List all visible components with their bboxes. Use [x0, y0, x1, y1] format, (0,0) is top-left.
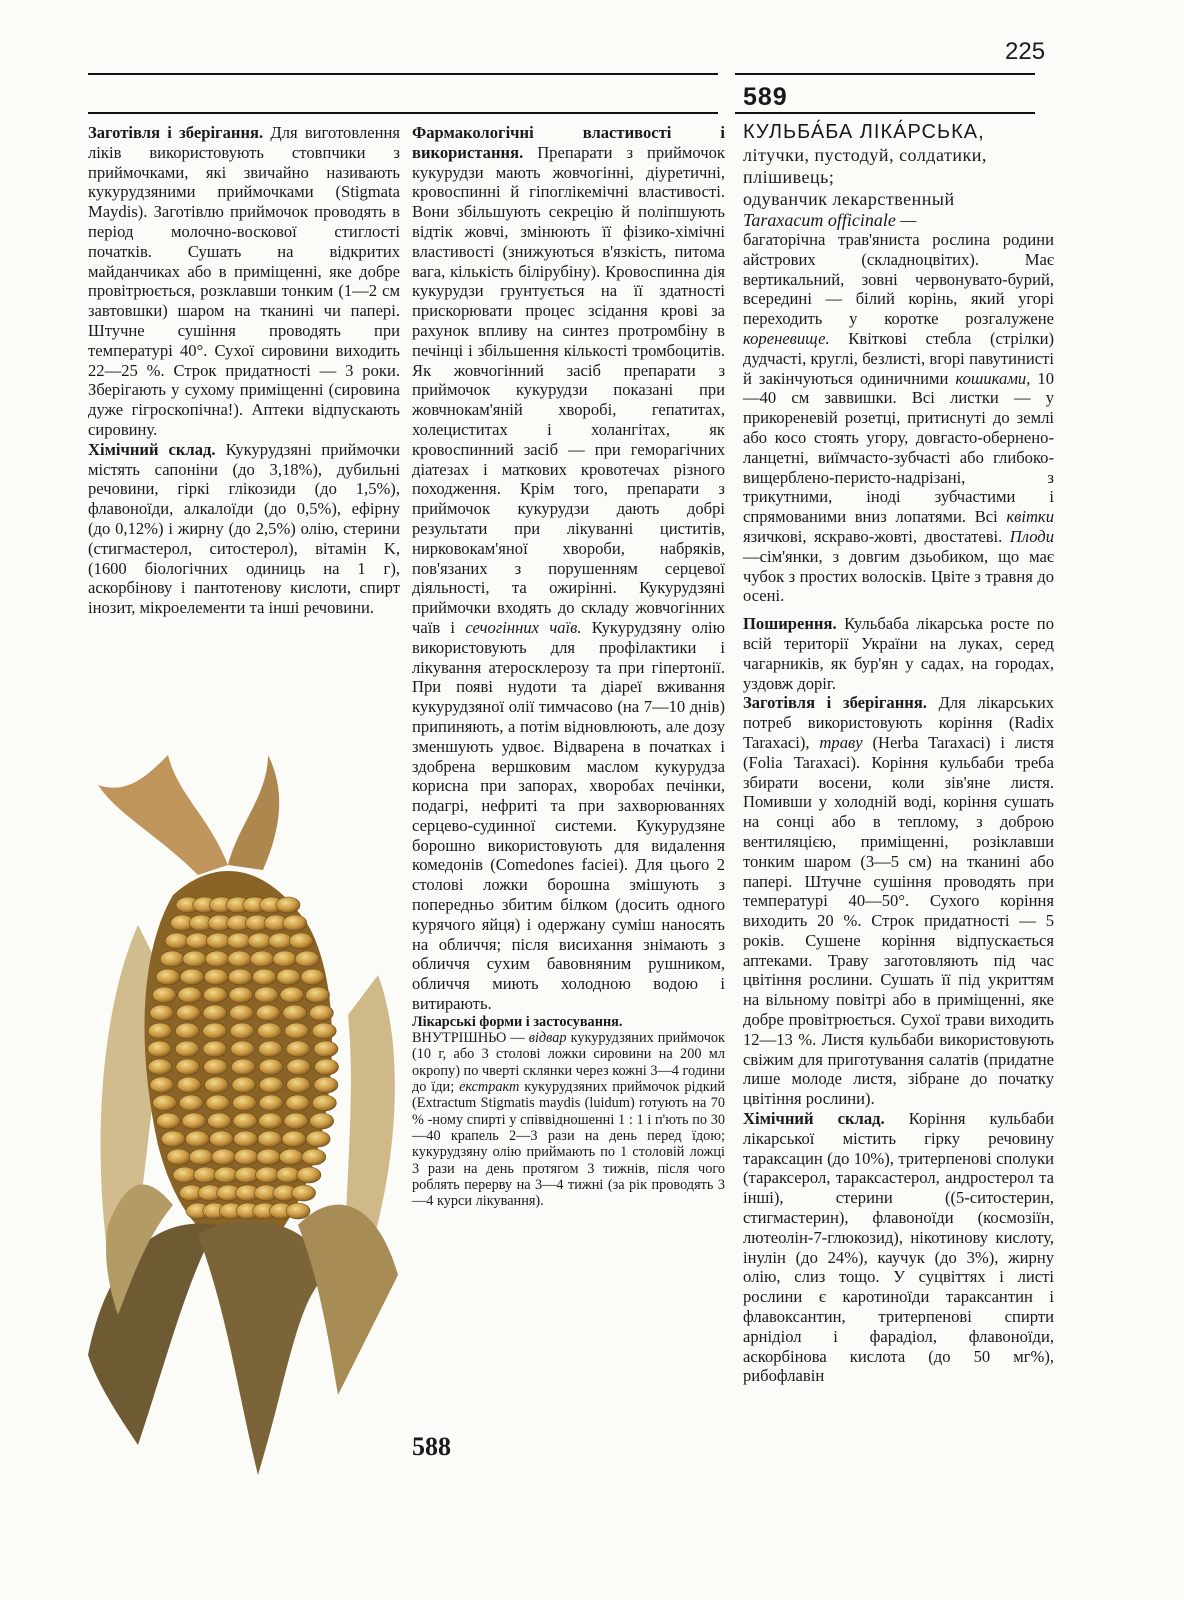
corn-kernel — [203, 1005, 227, 1021]
russian-name: одуванчик лекарственный — [743, 189, 955, 209]
italic-term: сечогінних чаїв. — [465, 617, 582, 637]
corn-kernel — [204, 1059, 228, 1075]
corn-kernel — [297, 1167, 321, 1183]
italic-term: Плоди — [1009, 526, 1054, 546]
corn-kernel — [295, 951, 319, 967]
paragraph-composition-dandelion — [743, 1109, 1054, 1386]
article-number: 589 — [743, 83, 788, 111]
corn-kernel — [273, 951, 297, 967]
corn-kernel — [286, 1095, 310, 1111]
paragraph-text: (Herba Taraxaci) і листя (Folia Taraxaci). Коріння кульбаби треба збирати восени, коли зів'яне листя. Помивши у холодній воді, коріння сушать на сонці або в теплому, з доброю вентиляцією, приміщенні, розіклавши тонким шаром (3—5 см) на тканині або папері. Штучне сушіння проводять при температурі 40—50°. Сухого коріння виходить 20 %. Строк придатності — 5 років. Сушене коріння відпускається аптеками. Траву заготовляють під час цвітіння рослини. Сушать її під укриттям на вільному повітрі або в приміщенні, яке добре провітрюється. Сухої трави виходить 12—13 %. Листя кульбаби використовують свіжим для приготування салатів (придатне лише молоде листя, зібране до початку цвітіння рослини). — [743, 732, 1055, 1109]
section-heading: Хімічний склад. — [88, 439, 216, 459]
corn-kernel — [231, 1041, 255, 1057]
italic-term: траву — [819, 732, 863, 752]
corn-kernel — [292, 1185, 316, 1201]
corn-kernel — [309, 1005, 333, 1021]
corn-kernel — [234, 1149, 258, 1165]
section-heading: Заготівля і зберігання. — [743, 693, 927, 713]
corn-kernel — [203, 987, 227, 1003]
column-2 — [412, 123, 725, 1209]
paragraph-text: Препарати з приймочок кукурудзи мають жовчогінні, діуретичні, кровоспинні й гіпоглікемічні властивості. Вони збільшують секрецію й поліпшують відтік жовчі, змінюють її фізико-хімічні властивості (знижуються в'язкість, питома вага, кількість білірубіну). Кровоспинна дія кукурудзи грунтується на її здатності прискорювати процес зсідання крові за рахунок впливу на синтез протромбіну в печінці і збільшення кількості тромбоцитів. Як жовчогінний засіб препарати з приймочок кукурудзи показані при жовчнокам'яній хворобі, гепатитах, холециститах і холангітах, як кровоспинний засіб — при геморагічних діатезах і маткових кровотечах різного походження. Крім того, препарати з приймочок кукурудзи дають добрі результати при лікуванні циститів, нирковокам'яної хвороби, набряків, пов'язаних з порушенням серцевої діяльності, та ожирінні. Кукурудзяні приймочки входять до складу жовчогінних чаїв і — [412, 142, 725, 637]
corn-kernel — [301, 969, 325, 985]
paragraph-text: ВНУТРІШНЬО — — [412, 1030, 525, 1047]
corn-kernel — [259, 1095, 283, 1111]
corn-kernel — [276, 897, 300, 913]
paragraph-text: Коріння кульбаби лікарської містить гірку речовину тараксацин (до 10%), тритерпенові сполуки (тараксерол, тараксастерол, андростерол та інші), стерини ((5-ситостерин, стигмастерин), флавоноїди (космозіїн, лютеолін-7-глюкозид), нікотинову кислоту, інулін (до 24%), каучук (до 3%), жирну олію, слиз тощо. У суцвіттях і листі рослини є каротиноїди тараксантин і флавоксантин, тритерпенові спирти арнідіол і фарадіол, флавоноїди, аскорбінова кислота (до 50 мг%), рибофлавін — [743, 1109, 1054, 1386]
corn-kernel — [183, 951, 207, 967]
corn-kernel — [205, 1077, 229, 1093]
corn-kernel — [205, 951, 229, 967]
paragraph-distribution — [743, 614, 1054, 693]
corn-kernel — [206, 1095, 230, 1111]
corn-kernel — [258, 1041, 282, 1057]
corn-kernel — [148, 1023, 172, 1039]
corn-kernel — [306, 987, 330, 1003]
corn-kernel — [312, 1095, 336, 1111]
corn-kernel — [204, 969, 228, 985]
italic-term: кореневище. — [743, 328, 830, 348]
corn-kernel — [287, 1059, 311, 1075]
corn-kernel — [231, 1059, 255, 1075]
corn-kernel — [189, 1149, 213, 1165]
corn-kernel — [282, 1131, 306, 1147]
header-rule-right — [735, 112, 1035, 114]
paragraph-composition — [88, 440, 400, 618]
corn-kernel — [253, 969, 277, 985]
header-rule-left — [88, 112, 718, 114]
top-rule-left — [88, 73, 718, 75]
corn-kernel — [314, 1041, 338, 1057]
corn-kernel — [286, 1041, 310, 1057]
corn-kernel — [178, 987, 202, 1003]
corn-kernel — [176, 1059, 200, 1075]
corn-kernel — [182, 1113, 206, 1129]
paragraph-text: Кукурудзяну олію використовують для профілактики і лікування атеросклерозу та при гіпертонії. При появі нудоти та діареї вживання кукурудзяної олії тимчасово (на 7—10 днів) припиняють, а потім відновлюють, але дозу зменшують удвоє. Відварена в початках і здобрена вершковим маслом кукурудза корисна при запорах, хворобах печінки, подагрі, нефриті та при захворюваннях серцево-судинної системи. Кукурудзяне борошно використовують для видалення комедонів (Comedones faciei). Для цього 2 столові ложки борошна змішують з попередньо збитим білком (досить одного курячого яйця) і одержану суміш наносять на обличчя; після висихання знімають з обличчя сухим бавовняним рушником, обличчя миють холодною водою і витирають. — [412, 617, 725, 1014]
paragraph-text: 10—40 см заввишки. Всі листки — у прикореневій розетці, притиснуті до землі або косо стоять угору, довгасто-обернено-ланцетні, виїмчасто-зубчасті або глибоко-вищерблено-перисто-надрізані, з трикутними, іноді зубчастими і спрямованими вниз лопатями. Всі — [743, 368, 1054, 527]
corn-kernel — [259, 1113, 283, 1129]
paragraph-text: Для лікарських потреб використовують коріння (Radix Taraxaci), — [743, 693, 1054, 752]
paragraph-text: Кульбаба лікарська росте по всій території України на луках, серед чагарників, як бур'ян у садах, на городах, уздовж доріг. — [743, 614, 1054, 693]
corn-kernel — [185, 1131, 209, 1147]
corn-kernel — [160, 951, 184, 967]
plate-number: 588 — [412, 1432, 451, 1461]
corn-kernel — [148, 1059, 172, 1075]
corn-kernel — [256, 1005, 280, 1021]
corn-kernel — [203, 1023, 227, 1039]
section-heading: Заготівля і зберігання. — [88, 123, 264, 142]
section-heading: Лікарські форми і застосування. — [412, 1013, 623, 1030]
corn-kernel — [152, 987, 176, 1003]
corn-kernel — [148, 1041, 172, 1057]
italic-term: кошиками, — [955, 368, 1031, 388]
paragraph-text: Для виготовлення ліків використовують стовпчики з приймочками, які звичайно називають кукурудзяними приймочками (Stigmata Maydis). Заготівлю приймочок проводять в період молочно-воскової стиглості початків. Сушать на відкритих майданчиках або в приміщенні, яке добре провітрюється, розклавши тонким (1—2 см завтовшки) шаром на тканині чи папері. Штучне сушіння проводять при температурі 40°. Сухої сировини виходить 22—25 %. Строк придатності — 3 роки. Зберігають у сухому приміщенні (сировина дуже гігроскопічна!). Аптеки відпускають сировину. — [88, 123, 401, 439]
corn-kernel — [156, 1113, 180, 1129]
paragraph-text: Квіткові стебла (стрілки) дудчасті, круглі, безлисті, вгорі павутинисті й закінчуються одиничними — [743, 328, 1054, 388]
italic-term: квітки — [1006, 507, 1054, 527]
corn-kernel — [286, 1203, 310, 1219]
corn-kernel — [257, 1023, 281, 1039]
corn-kernel — [177, 1077, 201, 1093]
corn-kernel — [179, 1095, 203, 1111]
corn-kernel — [283, 915, 307, 931]
corn-kernel — [250, 951, 274, 967]
corn-kernel — [212, 1149, 236, 1165]
corn-kernel — [209, 1131, 233, 1147]
latin-name: Taraxacum officinale — — [743, 210, 917, 230]
paragraph-text: багаторічна трав'яниста рослина родини айстрових (складноцвітих). Має вертикальний, зовні червонувато-бурий, всередині — білий корінь, який угорі переходить у коротке розгалужене — [743, 230, 1054, 329]
corn-kernel — [279, 1149, 303, 1165]
italic-term: екстракт — [459, 1079, 520, 1096]
corn-kernel — [234, 1131, 258, 1147]
corn-kernel — [153, 1095, 177, 1111]
top-rule-right — [735, 73, 1035, 75]
corn-cob-illustration — [78, 755, 413, 1475]
corn-kernel — [283, 1005, 307, 1021]
paragraph-text: Кукурудзяні приймочки містять сапоніни (до 3,18%), дубильні речовини, гіркі глікозиди (до 1,5%), флавоноїди, алкалоїди (до 0,5%), ефірну (до 0,12%) і жирну (до 2,5%) олію, стерини (стигмастерол, ситостерол), вітамін K, (1600 біологічних одиниць на 1 г), аскорбінову і пантотенову кислоти, спирт інозит, мікроелементи та інші речовини. — [88, 439, 401, 618]
corn-kernel — [257, 1149, 281, 1165]
corn-kernel — [232, 1077, 256, 1093]
paragraph-text: кукурудзяних приймочок (10 г, або 3 столові ложки сировини на 200 мл окропу) по чверті склянки через кожні 3—4 години до їди; — [412, 1030, 725, 1096]
corn-kernel — [150, 1077, 174, 1093]
corn-kernel — [233, 1113, 257, 1129]
column-1 — [88, 123, 400, 618]
corn-kernel — [230, 1005, 254, 1021]
article-title: КУЛЬБА́БА ЛІКА́РСЬКА, — [743, 121, 985, 143]
paragraph-text: язичкові, яскраво-жовті, двостатеві. — [743, 526, 1003, 546]
corn-kernel — [258, 1131, 282, 1147]
corn-kernel — [167, 1149, 191, 1165]
corn-kernel — [254, 987, 278, 1003]
corn-kernel — [277, 969, 301, 985]
synonyms: літучки, пустодуй, солдатики, плішивець; — [743, 145, 987, 187]
corn-kernel — [161, 1131, 185, 1147]
corn-kernel — [312, 1023, 336, 1039]
corn-kernel — [203, 1041, 227, 1057]
section-heading: Фармакологічні властивості і використання. — [412, 123, 725, 162]
corn-kernel — [280, 987, 304, 1003]
corn-kernel — [176, 1005, 200, 1021]
corn-kernel — [150, 1005, 174, 1021]
page-number: 225 — [1005, 38, 1046, 65]
paragraph-text: —сім'янки, з довгим дзьобиком, що має чубок з простих волосків. Цвіте з травня до осені. — [743, 546, 1054, 606]
column-3 — [743, 121, 1054, 1386]
corn-kernel — [228, 969, 252, 985]
paragraph-harvesting-dandelion — [743, 693, 1054, 1109]
corn-kernel — [302, 1149, 326, 1165]
paragraph-harvesting — [88, 123, 400, 440]
corn-kernel — [208, 1113, 232, 1129]
corn-kernel — [285, 1023, 309, 1039]
corn-kernel — [314, 1077, 338, 1093]
corn-kernel — [175, 1023, 199, 1039]
corn-kernel — [306, 1131, 330, 1147]
paragraph-text: кукурудзяних приймочок рідкий (Extractum Stigmatis maydis (luidum) готують на 70 % -ному спирті у співвідношенні 1 : 1 і п'ють по 30—40 крапель 2—3 рази на день перед їдою; кукурудзяну олію приймають по 1 столовій ложці 3 рази на день протягом 3 тижнів, після чого роблять перерву на 3—4 тижні (за рік проводять 3—4 курси лікування). — [412, 1079, 725, 1210]
corn-kernel — [314, 1059, 338, 1075]
corn-kernel — [156, 969, 180, 985]
italic-term: відвар — [528, 1030, 567, 1047]
section-heading: Поширення. — [743, 614, 837, 634]
corn-kernel — [310, 1113, 334, 1129]
corn-kernel — [230, 1023, 254, 1039]
corn-kernel — [259, 1059, 283, 1075]
corn-kernel — [287, 1077, 311, 1093]
corn-kernel — [229, 987, 253, 1003]
corn-kernel — [228, 951, 252, 967]
corn-kernel — [175, 1041, 199, 1057]
paragraph-pharmacology — [412, 123, 725, 1014]
corn-kernel — [259, 1077, 283, 1093]
corn-kernel — [284, 1113, 308, 1129]
corn-kernel — [180, 969, 204, 985]
corn-kernel — [232, 1095, 256, 1111]
section-heading: Хімічний склад. — [743, 1109, 885, 1129]
paragraph-dosage-forms — [412, 1014, 725, 1210]
paragraph-description — [743, 230, 1054, 606]
corn-kernel — [289, 933, 313, 949]
